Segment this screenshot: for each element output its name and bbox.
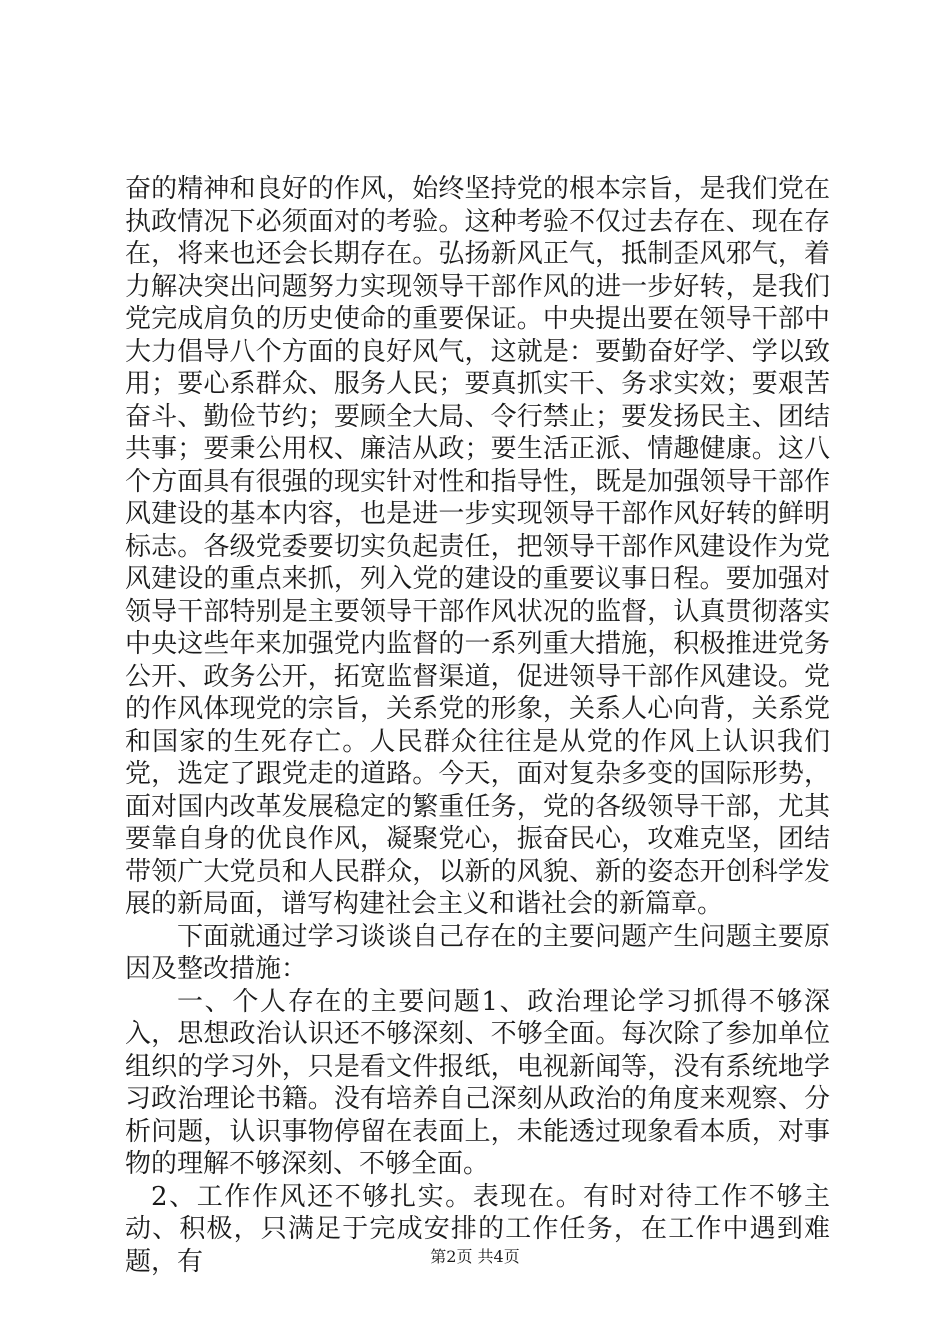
paragraph-problem-2: 2、工作作风还不够扎实。表现在。有时对待工作不够主动、积极，只满足于完成安排的工作任务，在工作中遇到难题，有 (125, 1181, 830, 1277)
page-footer (0, 1244, 950, 1267)
paragraph-transition: 下面就通过学习谈谈自己存在的主要问题产生问题主要原因及整改措施： (125, 921, 830, 984)
page-number-label: 第2页 共4页 (430, 1247, 520, 1266)
paragraph-problem-1: 一、个人存在的主要问题1、政治理论学习抓得不够深入，思想政治认识还不够深刻、不够全面。每次除了参加单位组织的学习外，只是看文件报纸，电视新闻等，没有系统地学习政治理论书籍。没有培养自己深刻从政治的角度来观察、分析问题，认识事物停留在表面上，未能透过现象看本质，对事物的理解不够深刻、不够全面。 (125, 986, 830, 1179)
document-body (125, 173, 830, 1278)
paragraph-intro: 奋的精神和良好的作风，始终坚持党的根本宗旨，是我们党在执政情况下必须面对的考验。这种考验不仅过去存在、现在存在，将来也还会长期存在。弘扬新风正气，抵制歪风邪气，着力解决突出问题努力实现领导干部作风的进一步好转，是我们党完成肩负的历史使命的重要保证。中央提出要在领导干部中大力倡导八个方面的良好风气，这就是：要勤奋好学、学以致用；要心系群众、服务人民；要真抓实干、务求实效；要艰苦奋斗、勤俭节约；要顾全大局、令行禁止；要发扬民主、团结共事；要秉公用权、廉洁从政；要生活正派、情趣健康。这八个方面具有很强的现实针对性和指导性，既是加强领导干部作风建设的基本内容，也是进一步实现领导干部作风好转的鲜明标志。各级党委要切实负起责任，把领导干部作风建设作为党风建设的重点来抓，列入党的建设的重要议事日程。要加强对领导干部特别是主要领导干部作风状况的监督，认真贯彻落实中央这些年来加强党内监督的一系列重大措施，积极推进党务公开、政务公开，拓宽监督渠道，促进领导干部作风建设。党的作风体现党的宗旨，关系党的形象，关系人心向背，关系党和国家的生死存亡。人民群众往往是从党的作风上认识我们党，选定了跟党走的道路。今天，面对复杂多变的国际形势，面对国内改革发展稳定的繁重任务，党的各级领导干部，尤其要靠自身的优良作风，凝聚党心，振奋民心，攻难克坚，团结带领广大党员和人民群众，以新的风貌、新的姿态开创科学发展的新局面，谱写构建社会主义和谐社会的新篇章。 (125, 174, 830, 919)
